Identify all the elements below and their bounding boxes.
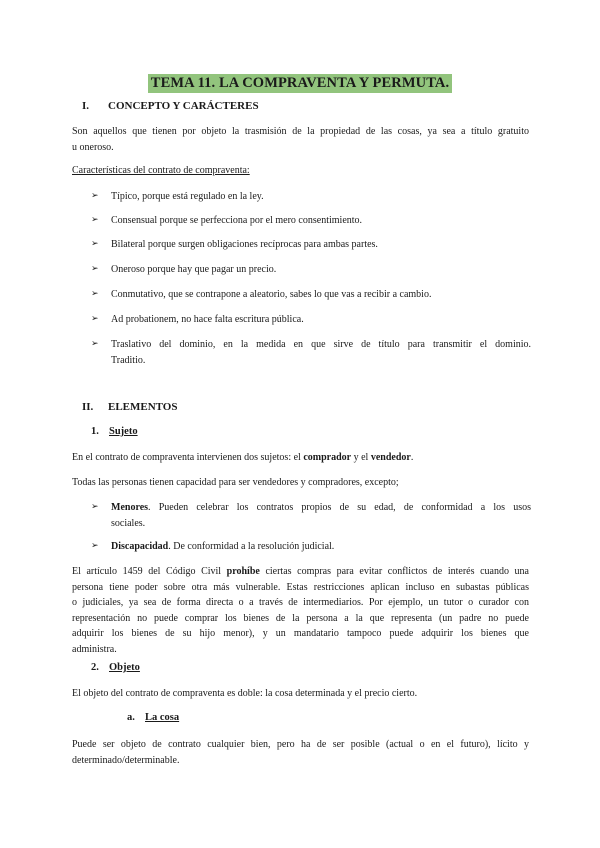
text-run: El artículo 1459 del Código Civil [72, 566, 227, 577]
arrowhead-bullet-icon: ➢ [91, 239, 99, 249]
page-title: TEMA 11. LA COMPRAVENTA Y PERMUTA. [148, 74, 452, 93]
paragraph-line: o judiciales, ya sea de forma directa o a través de intermediarios. Por ejemplo, un tutor o curador con [72, 597, 529, 608]
list-item [91, 213, 531, 229]
paragraph-line: representación no puede comprar los bienes de la persona a la que representa (un padre no puede [72, 612, 529, 624]
section-2-number: II. [82, 401, 94, 413]
text-run: . De conformidad a la resolución judicial. [168, 541, 335, 552]
subsubsection-letter: a. [127, 712, 135, 723]
list-item [91, 539, 531, 555]
paragraph-line: Puede ser objeto de contrato cualquier bien, pero ha de ser posible (actual o en el futuro), lícito y [72, 739, 529, 750]
list-item [91, 287, 531, 303]
text-run: y el [351, 452, 371, 463]
sujeto-paragraph-1 [72, 450, 532, 466]
arrowhead-bullet-icon: ➢ [91, 541, 99, 551]
paragraph-line: persona tiene poder sobre otra más vulnerable. Estas restricciones aplican incluso en subastas públicas [72, 581, 529, 593]
paragraph-line: administra. [72, 643, 117, 655]
section-1-number: I. [82, 100, 90, 112]
text-run: ciertas compras para evitar conflictos de interés cuando una [259, 566, 529, 577]
subsection-objeto-heading [91, 662, 140, 673]
characteristics-heading: Características del contrato de compraventa: [72, 165, 250, 176]
list-item [91, 189, 531, 205]
subsection-number: 1. [91, 426, 99, 437]
text-run: . [410, 452, 414, 463]
list-item-text: Oneroso porque hay que pagar un precio. [111, 264, 277, 275]
bold-term-prohibe: prohíbe [226, 566, 260, 577]
list-item-line-2: Traditio. [111, 354, 146, 366]
section-1-title: CONCEPTO Y CARÁCTERES [108, 100, 259, 112]
arrowhead-bullet-icon: ➢ [91, 502, 99, 512]
list-item-line-2: sociales. [111, 517, 146, 529]
list-item [91, 500, 531, 532]
list-item-line-1: Traslativo del dominio, en la medida en que sirve de título para transmitir el dominio. [111, 339, 531, 350]
list-item-text [111, 337, 531, 368]
paragraph-line: determinado/determinable. [72, 754, 180, 766]
section-1-intro [72, 124, 529, 155]
list-item [91, 262, 531, 278]
subsection-number: 2. [91, 662, 99, 673]
sujeto-paragraph-2: Todas las personas tienen capacidad para ser vendedores y compradores, excepto; [72, 477, 399, 488]
subsection-title: Sujeto [109, 426, 138, 437]
subsubsection-title: La cosa [145, 712, 180, 723]
list-item [91, 312, 531, 328]
text-run: En el contrato de compraventa intervienen dos sujetos: el [72, 452, 304, 463]
objeto-paragraph: El objeto del contrato de compraventa es doble: la cosa determinada y el precio cierto. [72, 688, 418, 699]
section-1-heading [82, 100, 259, 112]
intro-line-2: u oneroso. [72, 141, 114, 153]
subsection-title: Objeto [109, 662, 140, 673]
list-item [91, 237, 531, 253]
paragraph-line: adquirir los bienes de su hijo menor), y un mandatario tampoco puede adquirir los bienes que [72, 628, 529, 639]
arrowhead-bullet-icon: ➢ [91, 289, 99, 299]
list-item-text: Típico, porque está regulado en la ley. [111, 191, 264, 202]
list-item-text [111, 539, 334, 555]
text-run: . Pueden celebrar los contratos propios de su edad, de conformidad a los usos [148, 502, 531, 513]
bold-term-menores: Menores [111, 502, 149, 513]
section-2-heading [82, 401, 178, 413]
arrowhead-bullet-icon: ➢ [91, 215, 99, 225]
bold-term-comprador: comprador [303, 452, 352, 463]
list-item-text: Conmutativo, que se contrapone a aleatorio, sabes lo que vas a recibir a cambio. [111, 289, 432, 300]
bold-term-discapacidad: Discapacidad [111, 541, 169, 552]
arrowhead-bullet-icon: ➢ [91, 314, 99, 324]
list-item-text: Consensual porque se perfecciona por el mero consentimiento. [111, 215, 363, 226]
list-item [91, 337, 531, 369]
arrowhead-bullet-icon: ➢ [91, 264, 99, 274]
bold-term-vendedor: vendedor [370, 452, 411, 463]
subsubsection-cosa-heading [127, 712, 179, 723]
subsection-sujeto-heading [91, 426, 138, 437]
arrowhead-bullet-icon: ➢ [91, 339, 99, 349]
list-item-text [111, 500, 531, 531]
title-container [0, 74, 600, 93]
list-item-text: Ad probationem, no hace falta escritura pública. [111, 314, 304, 325]
arrowhead-bullet-icon: ➢ [91, 191, 99, 201]
list-item-text: Bilateral porque surgen obligaciones recíprocas para ambas partes. [111, 239, 378, 250]
cosa-paragraph [72, 737, 529, 768]
intro-line-1: Son aquellos que tienen por objeto la trasmisión de la propiedad de las cosas, ya sea a título gratuito [72, 126, 529, 137]
list-item-line-1 [111, 500, 531, 516]
sujeto-paragraph-3 [72, 564, 529, 657]
section-2-title: ELEMENTOS [108, 401, 178, 413]
paragraph-line [72, 564, 529, 580]
